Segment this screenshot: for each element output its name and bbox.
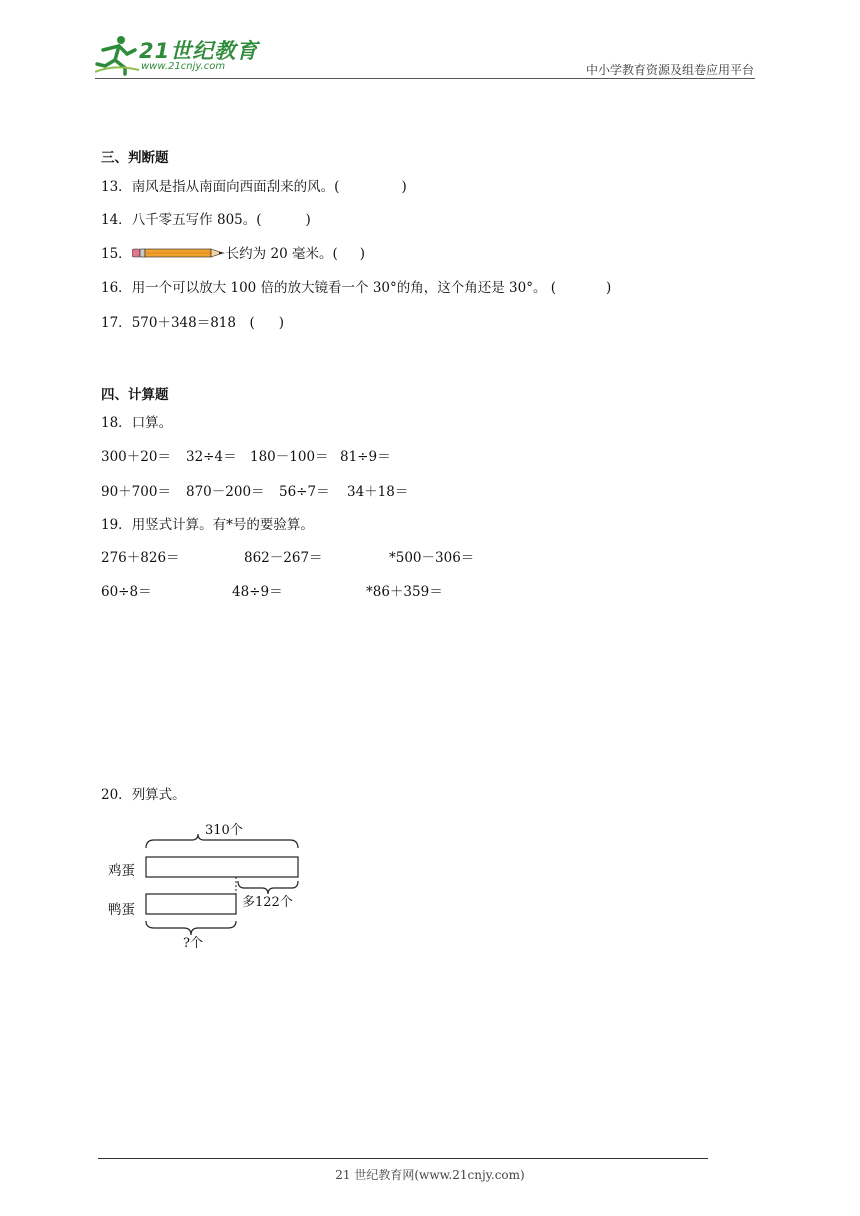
- oral-expression: 180－100＝: [250, 449, 329, 465]
- bracket-close: ): [401, 179, 407, 195]
- duck-bar: [146, 894, 236, 914]
- question-text: 用竖式计算。有*号的要验算。: [131, 517, 314, 533]
- question-number: 15．: [101, 246, 132, 262]
- header-divider: [95, 78, 755, 79]
- question-number: 13．: [101, 179, 132, 195]
- egg-label: 鸡蛋: [108, 863, 135, 879]
- logo-url: www.21cnjy.com: [141, 61, 226, 72]
- question-text: 南风是指从南面向西面刮来的风。(: [131, 179, 340, 195]
- question-number: 17．: [101, 315, 132, 331]
- question-14: [101, 208, 311, 228]
- question-number: 16．: [101, 280, 132, 296]
- oral-expression: 56÷7＝: [279, 484, 330, 500]
- question-text: 长约为 20 毫米。(: [225, 246, 338, 262]
- question-text: 用一个可以放大 100 倍的放大镜看一个 30°的角，这个角还是 30°。 (: [131, 280, 557, 296]
- logo-text: 21世纪教育: [139, 39, 259, 63]
- question-13: [101, 175, 407, 195]
- question-number: 20．: [101, 787, 132, 803]
- vertical-expression: 48÷9＝: [232, 584, 283, 600]
- footer-text: 21 世纪教育网(www.21cnjy.com): [335, 1168, 525, 1182]
- oral-expression: 300＋20＝: [101, 449, 171, 465]
- vertical-expression: *500－306＝: [389, 550, 475, 566]
- question-text: 列算式。: [131, 787, 186, 803]
- question-15: [101, 242, 365, 262]
- question-20: [101, 783, 186, 803]
- bracket-close: ): [606, 280, 612, 296]
- egg-comparison-diagram: [108, 818, 308, 954]
- footer-divider: [98, 1158, 708, 1159]
- oral-expression: 90＋700＝: [101, 484, 171, 500]
- site-logo: [95, 34, 260, 76]
- diagram-graphic: [108, 818, 308, 954]
- question-number: 18．: [101, 415, 132, 431]
- oral-expression: 81÷9＝: [340, 449, 391, 465]
- bracket-close: ): [305, 212, 311, 228]
- pencil-icon: [132, 247, 226, 259]
- question-17: [101, 311, 284, 331]
- unknown-label: ?个: [183, 936, 203, 951]
- question-18: [101, 411, 172, 431]
- bracket-close: ): [278, 315, 285, 331]
- bracket-close: ): [359, 246, 365, 262]
- total-label: 310个: [205, 823, 243, 838]
- question-text: 570＋348＝818 (: [131, 315, 255, 331]
- header-platform-text: 中小学教育资源及组卷应用平台: [585, 63, 754, 77]
- question-text: 八千零五写作 805。(: [131, 212, 262, 228]
- vertical-expression: 862－267＝: [244, 550, 323, 566]
- runner-icon: [95, 34, 139, 76]
- question-text: 口算。: [131, 415, 173, 431]
- oral-expression: 870－200＝: [186, 484, 265, 500]
- question-number: 14．: [101, 212, 132, 228]
- section-title-calculation: 四、计算题: [101, 387, 169, 403]
- question-19: [101, 513, 314, 533]
- vertical-expression: 276＋826＝: [101, 550, 180, 566]
- vertical-expression: 60÷8＝: [101, 584, 152, 600]
- oral-expression: 32÷4＝: [186, 449, 237, 465]
- vertical-expression: *86＋359＝: [366, 584, 443, 600]
- section-title-judgement: 三、判断题: [101, 150, 169, 166]
- oral-expression: 34＋18＝: [347, 484, 409, 500]
- question-number: 19．: [101, 517, 132, 533]
- question-16: [101, 276, 611, 296]
- egg-bar: [146, 857, 298, 877]
- difference-label: 多122个: [242, 895, 293, 910]
- duck-label: 鸭蛋: [108, 902, 135, 918]
